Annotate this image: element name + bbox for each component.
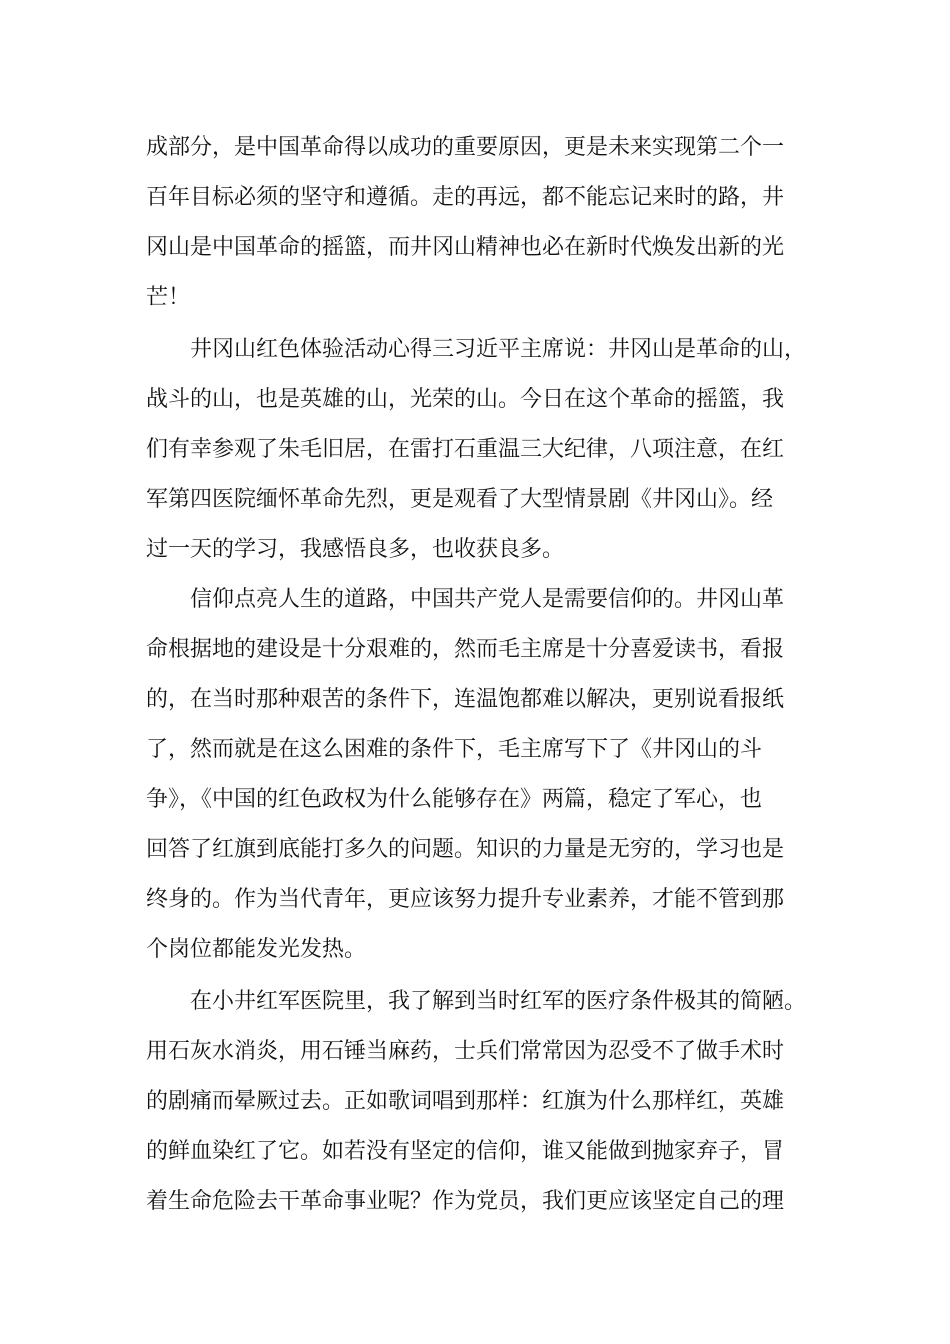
text-line-22: 着生命危险去干革命事业呢？作为党员，我们更应该坚定自己的理 xyxy=(146,1189,785,1214)
text-line-14: 争》，《中国的红色政权为什么能够存在》两篇，稳定了军心，也 xyxy=(146,787,763,812)
text-line-21: 的鲜血染红了它。如若没有坚定的信仰，谁又能做到抛家弃子，冒 xyxy=(146,1139,785,1164)
text-line-7: 们有幸参观了朱毛旧居，在雷打石重温三大纪律，八项注意，在红 xyxy=(146,437,785,462)
text-line-10: 信仰点亮人生的道路，中国共产党人是需要信仰的。井冈山革 xyxy=(190,587,785,612)
text-line-18: 在小井红军医院里，我了解到当时红军的医疗条件极其的简陋。 xyxy=(190,989,807,1014)
text-line-5: 井冈山红色体验活动心得三习近平主席说：井冈山是革命的山， xyxy=(190,337,807,362)
text-line-6: 战斗的山，也是英雄的山，光荣的山。今日在这个革命的摇篮，我 xyxy=(146,387,785,412)
text-line-17: 个岗位都能发光发热。 xyxy=(146,937,367,962)
text-line-4: 芒！ xyxy=(146,285,191,310)
text-line-19: 用石灰水消炎，用石锤当麻药，士兵们常常因为忍受不了做手术时 xyxy=(146,1039,785,1064)
text-line-12: 的，在当时那种艰苦的条件下，连温饱都难以解决，更别说看报纸 xyxy=(146,687,785,712)
text-line-20: 的剧痛而晕厥过去。正如歌词唱到那样：红旗为什么那样红，英雄 xyxy=(146,1089,785,1114)
text-line-8: 军第四医院缅怀革命先烈，更是观看了大型情景剧《井冈山》。经 xyxy=(146,487,774,512)
text-line-1: 成部分，是中国革命得以成功的重要原因，更是未来实现第二个一 xyxy=(146,135,785,160)
text-line-2: 百年目标必须的坚守和遵循。走的再远，都不能忘记来时的路，井 xyxy=(146,185,785,210)
text-line-3: 冈山是中国革命的摇篮，而井冈山精神也必在新时代焕发出新的光 xyxy=(146,235,785,260)
text-line-9: 过一天的学习，我感悟良多，也收获良多。 xyxy=(146,537,565,562)
text-line-13: 了，然而就是在这么困难的条件下，毛主席写下了《井冈山的斗 xyxy=(146,737,763,762)
text-line-15: 回答了红旗到底能打多久的问题。知识的力量是无穷的，学习也是 xyxy=(146,837,785,862)
text-line-11: 命根据地的建设是十分艰难的，然而毛主席是十分喜爱读书，看报 xyxy=(146,637,785,662)
text-line-16: 终身的。作为当代青年，更应该努力提升专业素养，才能不管到那 xyxy=(146,887,785,912)
